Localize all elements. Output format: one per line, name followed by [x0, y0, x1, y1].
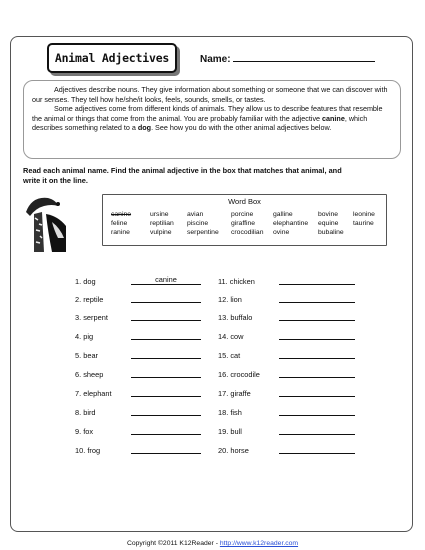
intro-paragraph-1: Adjectives describe nouns. They give information about something or someone that we can discover with our senses. They tell how he/she/it looks, feels, sounds, smells, or tastes. [32, 85, 388, 104]
word-box-word: ovine [273, 229, 290, 237]
word-box-word: serpentine [187, 229, 219, 237]
intro-bold-dog: dog [137, 123, 152, 133]
question-label: 19. bull [218, 427, 242, 436]
word-box-word: feline [111, 220, 128, 228]
question-label: 17. giraffe [218, 389, 251, 398]
word-box [102, 194, 387, 246]
word-box-word: elephantine [273, 220, 309, 228]
question-label: 9. fox [75, 427, 94, 436]
intro-p2-before: Some adjectives come from different kinds of animals. They allow us to describe features that resemble the animal or things that come from the animal. You are probably familiar with the adjective [32, 104, 383, 123]
answer-line[interactable] [279, 406, 355, 416]
word-box-word: crocodilian [231, 229, 264, 237]
answer-line[interactable] [279, 387, 355, 397]
footer-copyright: Copyright ©2011 K12Reader - [126, 540, 220, 547]
word-box-word: leonine [353, 211, 375, 218]
answer-line[interactable] [279, 368, 355, 378]
answer-line[interactable] [131, 425, 201, 435]
intro-bold-canine: canine [322, 113, 345, 123]
word-box-word: equine [318, 220, 339, 228]
question-label: 14. cow [218, 332, 244, 341]
word-box-column [353, 210, 375, 228]
word-box-word: giraffine [231, 220, 256, 228]
intro-box [23, 80, 401, 159]
answer-line[interactable] [279, 330, 355, 340]
title-box [47, 43, 177, 73]
intro-paragraph-2 [32, 104, 390, 133]
question-label: 16. crocodile [218, 370, 260, 379]
question-label: 5. bear [75, 351, 99, 360]
question-label: 18. fish [218, 408, 242, 417]
word-box-word: bubaline [318, 229, 344, 237]
word-box-column [111, 210, 131, 238]
directions: Read each animal name. Find the animal adjective in the box that matches that animal, and write it on the line. [23, 166, 342, 185]
name-label: Name: [200, 54, 231, 65]
question-label: 7. elephant [75, 389, 112, 398]
question-label: 10. frog [75, 446, 101, 455]
name-field [200, 51, 375, 65]
answer-line[interactable] [279, 425, 355, 435]
footer [0, 540, 425, 547]
word-box-title: Word Box [228, 197, 261, 206]
word-box-word: avian [187, 211, 204, 218]
answer-line[interactable]: canine [131, 275, 201, 285]
name-line[interactable] [233, 51, 375, 62]
question-label: 4. pig [75, 332, 94, 341]
word-box-word: piscine [187, 220, 209, 228]
giraffe-icon [22, 192, 68, 254]
word-box-word: ursine [150, 211, 169, 218]
answer-line[interactable] [279, 293, 355, 303]
answer-line[interactable] [279, 349, 355, 359]
word-box-column [318, 210, 344, 238]
worksheet-title: Animal Adjectives [54, 51, 170, 65]
word-box-word: taurine [353, 220, 374, 228]
intro-p2-mid: , which describes something related to a [32, 113, 368, 133]
question-label: 12. lion [218, 295, 242, 304]
word-box-word: ranine [111, 229, 130, 237]
question-label: 11. chicken [218, 277, 255, 286]
answer-line[interactable] [279, 311, 355, 321]
word-box-word: bovine [318, 211, 339, 218]
word-box-word: canine [111, 211, 132, 218]
word-box-column [150, 210, 174, 238]
answer-line[interactable] [131, 368, 201, 378]
question-label: 13. buffalo [218, 313, 253, 322]
word-box-word: porcine [231, 211, 254, 218]
question-label: 3. serpent [75, 313, 108, 322]
answer-line[interactable] [131, 387, 201, 397]
word-box-word: galline [273, 211, 293, 218]
footer-link[interactable]: http://www.k12reader.com [219, 540, 299, 547]
answer-line[interactable] [131, 311, 201, 321]
answer-line[interactable] [131, 293, 201, 303]
question-label: 1. dog [75, 277, 96, 286]
answer-line[interactable] [131, 406, 201, 416]
intro-p2-after: . See how you do with the other animal adjectives below. [151, 123, 332, 133]
question-label: 15. cat [218, 351, 241, 360]
answer-line[interactable] [131, 330, 201, 340]
question-label: 20. horse [218, 446, 249, 455]
word-box-column [273, 210, 308, 238]
word-box-column [231, 210, 264, 238]
answer-line[interactable] [279, 444, 355, 454]
word-box-column [187, 210, 219, 238]
word-box-word: reptilian [150, 220, 174, 228]
question-label: 2. reptile [75, 295, 104, 304]
word-box-word: vulpine [150, 229, 172, 237]
answer-line[interactable] [279, 275, 355, 285]
answer-line[interactable] [131, 349, 201, 359]
question-label: 6. sheep [75, 370, 104, 379]
question-label: 8. bird [75, 408, 96, 417]
answer-line[interactable] [131, 444, 201, 454]
